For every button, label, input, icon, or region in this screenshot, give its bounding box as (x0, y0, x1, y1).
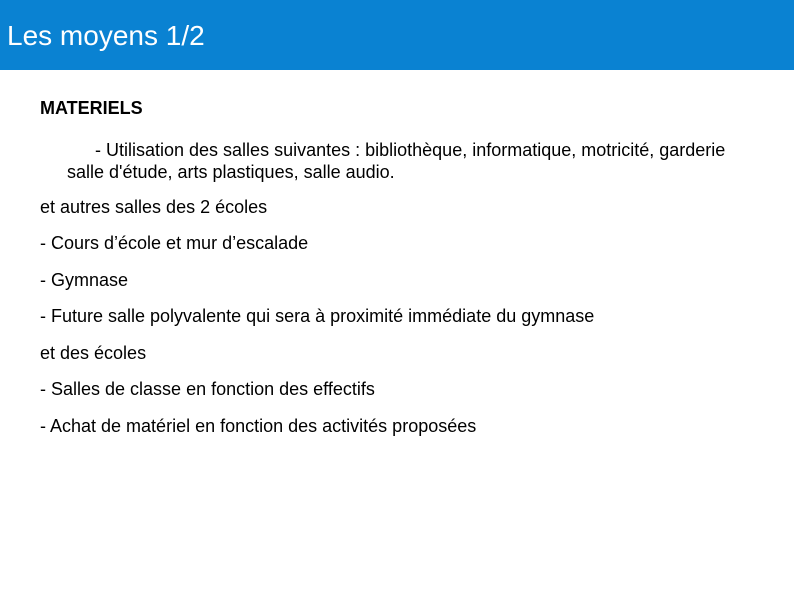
slide-title: Les moyens 1/2 (7, 20, 205, 51)
bullet-classrooms: - Salles de classe en fonction des effectifs (40, 379, 375, 399)
bullet-future-hall: - Future salle polyvalente qui sera à proximité immédiate du gymnase (40, 306, 595, 326)
text-and-schools: et des écoles (40, 343, 147, 363)
title-bar (0, 0, 794, 70)
bullet-gymnasium: - Gymnase (40, 270, 129, 290)
text-other-rooms: et autres salles des 2 écoles (40, 197, 268, 217)
bullet-equipment: - Achat de matériel en fonction des activités proposées (40, 416, 477, 436)
bullet-rooms-line-2: salle d'étude, arts plastiques, salle audio. (67, 162, 395, 182)
section-heading: MATERIELS (40, 98, 143, 118)
bullet-rooms-line-1: - Utilisation des salles suivantes : bibliothèque, informatique, motricité, garderie (95, 140, 726, 160)
bullet-schoolyard: - Cours d’école et mur d’escalade (40, 233, 309, 253)
